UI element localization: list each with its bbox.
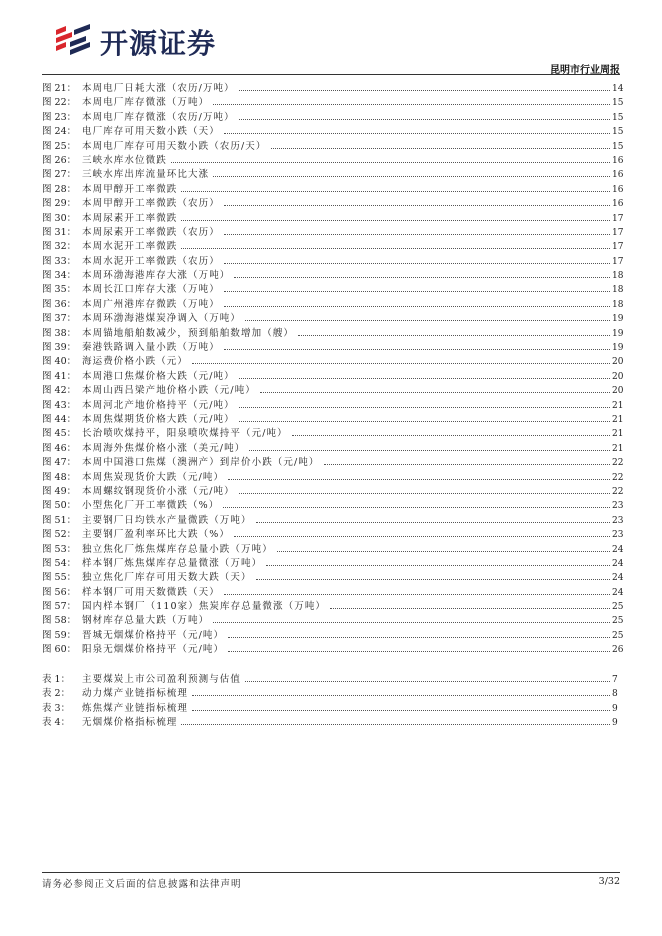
figure-entry[interactable]: [42, 96, 624, 110]
figure-entry-title: 本周电厂库存可用天数小跌（农历/天）: [82, 140, 267, 152]
leader-dots: [192, 710, 610, 711]
figure-entry[interactable]: [42, 197, 624, 211]
leader-dots: [234, 277, 610, 278]
logo-text: 开源证券: [100, 27, 217, 60]
figure-entry-label: 图 39：: [42, 342, 77, 354]
figure-entry-label: 图 41：: [42, 370, 77, 382]
figure-entry-page: 23: [612, 515, 624, 526]
figure-entry-label: 图 52：: [42, 529, 77, 541]
page-number: 3/32: [598, 876, 620, 887]
figure-entry-label: 图 40：: [42, 356, 77, 368]
figure-entry-label: 图 58：: [42, 615, 77, 627]
leader-dots: [181, 191, 610, 192]
leader-dots: [298, 335, 610, 336]
figure-entry-label: 图 30：: [42, 212, 77, 224]
leader-dots: [330, 608, 610, 609]
figure-entry-title: 本周水泥开工率微跌: [82, 241, 178, 253]
figure-entry-title: 本周长江口库存大涨（万吨）: [82, 284, 220, 296]
figure-entry-title: 本周焦煤期货价格大跌（元/吨）: [82, 413, 235, 425]
leader-dots: [224, 306, 610, 307]
table-entry[interactable]: [42, 702, 616, 716]
figure-entry-label: 图 32：: [42, 241, 77, 253]
figure-entry[interactable]: [42, 111, 624, 125]
figure-entry-page: 22: [612, 486, 624, 497]
figure-entry-title: 秦港铁路调入量小跌（万吨）: [82, 342, 220, 354]
figure-entry-label: 图 60：: [42, 644, 77, 656]
figure-entry-page: 21: [612, 429, 624, 440]
figure-entry-label: 图 43：: [42, 399, 77, 411]
leader-dots: [224, 133, 610, 134]
figure-entry-label: 图 53：: [42, 543, 77, 555]
figure-entry-title: 独立焦化厂炼焦煤库存总量小跌（万吨）: [82, 543, 273, 555]
figure-entry-title: 主要钢厂盈利率环比大跌（%）: [82, 529, 230, 541]
figure-entry-label: 图 37：: [42, 313, 77, 325]
figure-entry-label: 图 46：: [42, 442, 77, 454]
figure-entry-page: 20: [612, 386, 624, 397]
figure-entry-page: 21: [612, 400, 624, 411]
figure-entry[interactable]: [42, 269, 624, 283]
figure-entry-page: 17: [612, 256, 624, 267]
footer-disclaimer: 请务必参阅正文后面的信息披露和法律声明: [42, 879, 242, 890]
leader-dots: [239, 407, 610, 408]
figure-entry-title: 本周电厂库存微涨（农历/万吨）: [82, 111, 235, 123]
figure-entry[interactable]: [42, 226, 624, 240]
figure-entry-page: 16: [612, 155, 624, 166]
figure-entry-title: 本周中国港口焦煤（澳洲产）到岸价小跌（元/吨）: [82, 457, 320, 469]
table-entry-title: 无烟煤价格指标梳理: [82, 717, 178, 729]
figure-entry-title: 样本钢厂可用天数微跌（天）: [82, 586, 220, 598]
figure-entry-page: 24: [612, 558, 624, 569]
figure-entry-page: 20: [612, 371, 624, 382]
figure-entry[interactable]: [42, 643, 624, 657]
figure-entry-label: 图 23：: [42, 111, 77, 123]
figure-entry-page: 17: [612, 242, 624, 253]
figure-entry-page: 22: [612, 472, 624, 483]
leader-dots: [223, 507, 610, 508]
figure-entry[interactable]: [42, 586, 624, 600]
figure-entry-label: 图 50：: [42, 500, 77, 512]
figure-entry[interactable]: [42, 528, 624, 542]
leader-dots: [228, 479, 610, 480]
table-entry[interactable]: [42, 716, 616, 730]
leader-dots: [245, 320, 610, 321]
figure-entry-label: 图 48：: [42, 471, 77, 483]
figure-entry[interactable]: [42, 557, 624, 571]
figure-entry[interactable]: [42, 283, 624, 297]
figure-entry[interactable]: [42, 427, 624, 441]
figure-entry-label: 图 31：: [42, 226, 77, 238]
leader-dots: [249, 450, 610, 451]
figure-entry-title: 本周港口焦煤价格大跌（元/吨）: [82, 370, 235, 382]
figure-entry[interactable]: [42, 629, 624, 643]
leader-dots: [228, 651, 610, 652]
figure-entry[interactable]: [42, 240, 624, 254]
figure-entry-label: 图 45：: [42, 428, 77, 440]
figure-entry-title: 本周海外焦煤价格小涨（美元/吨）: [82, 442, 246, 454]
report-title: 昆明市行业周报: [550, 65, 620, 76]
figure-entry-title: 本周河北产地价格持平（元/吨）: [82, 399, 235, 411]
leader-dots: [181, 248, 610, 249]
figure-entry-label: 图 44：: [42, 413, 77, 425]
leader-dots: [224, 234, 610, 235]
table-entry-title: 主要煤炭上市公司盈利预测与估值: [82, 674, 242, 685]
leader-dots: [271, 148, 610, 149]
leader-dots: [171, 162, 610, 163]
figure-entry[interactable]: [42, 212, 624, 226]
leader-dots: [239, 493, 610, 494]
header-divider: [42, 74, 620, 75]
figure-entry-label: 图 21：: [42, 83, 77, 94]
table-entry-label: 表 3：: [42, 702, 71, 714]
leader-dots: [224, 594, 610, 595]
figure-entry-page: 14: [612, 84, 624, 94]
figure-entry-title: 三峡水库出库流量环比大涨: [82, 169, 210, 181]
figure-entry[interactable]: [42, 571, 624, 585]
figure-entry-page: 16: [612, 184, 624, 195]
table-entry-title: 炼焦煤产业链指标梳理: [82, 702, 189, 714]
figure-entry-title: 本周尿素开工率微跌: [82, 212, 178, 224]
figure-entry-title: 本周尿素开工率微跌（农历）: [82, 226, 220, 238]
figure-entry-page: 18: [612, 285, 624, 296]
figure-entry[interactable]: [42, 298, 624, 312]
leader-dots: [213, 104, 610, 105]
figure-entry-page: 25: [612, 616, 624, 627]
figure-entry-page: 15: [612, 141, 624, 152]
figure-entry-page: 23: [612, 530, 624, 541]
figure-entry-title: 本周电厂日耗大涨（农历/万吨）: [82, 83, 235, 94]
figure-entry-label: 图 27：: [42, 169, 77, 181]
figure-entry-label: 图 29：: [42, 198, 77, 210]
figure-entry-title: 海运费价格小跌（元）: [82, 356, 189, 368]
figure-entry-title: 电厂库存可用天数小跌（天）: [82, 126, 220, 138]
table-list: [42, 673, 616, 731]
table-entry[interactable]: [42, 687, 616, 701]
figure-entry[interactable]: [42, 140, 624, 154]
figure-entry-page: 23: [612, 501, 624, 512]
figure-entry-page: 26: [612, 645, 624, 656]
figure-entry-page: 19: [612, 343, 624, 354]
figure-entry-title: 本周锚地船舶数减少，预到船舶数增加（艘）: [82, 327, 295, 339]
figure-entry[interactable]: [42, 399, 624, 413]
figure-entry[interactable]: [42, 514, 624, 528]
figure-entry[interactable]: [42, 183, 624, 197]
figure-entry-page: 17: [612, 213, 624, 224]
figure-entry-title: 长治喷吹煤持平，阳泉喷吹煤持平（元/吨）: [82, 428, 288, 440]
figure-entry-page: 21: [612, 414, 624, 425]
figure-entry[interactable]: [42, 485, 624, 499]
figure-entry[interactable]: [42, 413, 624, 427]
figure-entry-title: 本周水泥开工率微跌（农历）: [82, 255, 220, 267]
figure-entry-title: 晋城无烟煤价格持平（元/吨）: [82, 629, 225, 641]
figure-entry[interactable]: [42, 125, 624, 139]
figure-entry-label: 图 51：: [42, 514, 77, 526]
figure-entry-label: 图 55：: [42, 572, 77, 584]
figure-entry-title: 本周环渤海港库存大涨（万吨）: [82, 270, 231, 282]
figure-entry-label: 图 28：: [42, 183, 77, 195]
leader-dots: [213, 176, 610, 177]
figure-entry-page: 18: [612, 271, 624, 282]
figure-entry[interactable]: [42, 168, 624, 182]
table-entry-page: 7: [612, 675, 618, 685]
figure-entry-label: 图 42：: [42, 385, 77, 397]
company-logo: [52, 22, 216, 62]
leader-dots: [234, 536, 610, 537]
leader-dots: [239, 90, 610, 91]
leader-dots: [239, 378, 610, 379]
leader-dots: [260, 392, 610, 393]
leader-dots: [277, 551, 610, 552]
figure-entry-title: 主要钢厂日均铁水产量微跌（万吨）: [82, 514, 252, 526]
figure-entry[interactable]: [42, 327, 624, 341]
leader-dots: [245, 681, 610, 682]
table-entry-page: 8: [612, 689, 618, 700]
logo-mark-icon: [52, 22, 94, 62]
figure-entry-title: 样本钢厂炼焦煤库存总量微涨（万吨）: [82, 557, 263, 569]
figure-entry-label: 图 24：: [42, 126, 77, 138]
leader-dots: [239, 119, 610, 120]
figure-entry-label: 图 36：: [42, 298, 77, 310]
figure-entry[interactable]: [42, 456, 624, 470]
figure-entry-page: 19: [612, 314, 624, 325]
figure-entry-page: 24: [612, 544, 624, 555]
table-entry-page: 9: [612, 718, 618, 729]
figure-entry-label: 图 22：: [42, 97, 77, 109]
leader-dots: [192, 363, 610, 364]
figure-entry[interactable]: [42, 312, 624, 326]
figure-entry-title: 本周电厂库存微涨（万吨）: [82, 97, 210, 109]
figure-entry-page: 15: [612, 112, 624, 123]
figure-entry-title: 本周甲醇开工率微跌（农历）: [82, 198, 220, 210]
figure-entry-title: 本周环渤海港煤炭净调入（万吨）: [82, 313, 242, 325]
figure-entry[interactable]: [42, 384, 624, 398]
leader-dots: [213, 622, 610, 623]
figure-entry-label: 图 33：: [42, 255, 77, 267]
figure-entry-title: 阳泉无烟煤价格持平（元/吨）: [82, 644, 225, 656]
table-entry-title: 动力煤产业链指标梳理: [82, 688, 189, 700]
figure-entry-page: 15: [612, 98, 624, 109]
figure-entry-title: 小型焦化厂开工率微跌（%）: [82, 500, 220, 512]
table-entry-page: 9: [612, 703, 618, 714]
figure-entry-label: 图 35：: [42, 284, 77, 296]
figure-entry-page: 15: [612, 127, 624, 138]
figure-entry-page: 20: [612, 357, 624, 368]
figure-entry[interactable]: [42, 341, 624, 355]
figure-entry-page: 22: [612, 458, 624, 469]
figure-list: [42, 82, 624, 658]
leader-dots: [181, 724, 610, 725]
leader-dots: [192, 695, 610, 696]
leader-dots: [228, 637, 610, 638]
leader-dots: [181, 220, 610, 221]
leader-dots: [224, 263, 610, 264]
leader-dots: [256, 579, 610, 580]
figure-entry-page: 25: [612, 630, 624, 641]
figure-entry-page: 21: [612, 443, 624, 454]
figure-entry-title: 本周山西吕梁产地价格小跌（元/吨）: [82, 385, 256, 397]
leader-dots: [224, 205, 610, 206]
figure-entry[interactable]: [42, 543, 624, 557]
figure-entry-label: 图 38：: [42, 327, 77, 339]
figure-entry-title: 本周螺纹钢现货价小涨（元/吨）: [82, 485, 235, 497]
figure-entry-label: 图 54：: [42, 557, 77, 569]
figure-entry-title: 钢材库存总量大跌（万吨）: [82, 615, 210, 627]
figure-entry-page: 17: [612, 227, 624, 238]
figure-entry[interactable]: [42, 600, 624, 614]
leader-dots: [224, 291, 610, 292]
leader-dots: [256, 522, 610, 523]
figure-entry-title: 独立焦化厂库存可用天数大跌（天）: [82, 572, 252, 584]
figure-entry-page: 24: [612, 587, 624, 598]
footer-divider: [42, 872, 620, 873]
figure-entry-label: 图 49：: [42, 485, 77, 497]
leader-dots: [224, 349, 610, 350]
table-entry-label: 表 1：: [42, 674, 71, 685]
leader-dots: [239, 421, 610, 422]
figure-entry[interactable]: [42, 355, 624, 369]
figure-entry-label: 图 56：: [42, 586, 77, 598]
figure-entry[interactable]: [42, 82, 624, 96]
table-entry-label: 表 2：: [42, 688, 71, 700]
figure-entry-title: 三峡水库水位微跌: [82, 154, 167, 166]
figure-entry[interactable]: [42, 154, 624, 168]
figure-entry-label: 图 59：: [42, 629, 77, 641]
figure-entry[interactable]: [42, 442, 624, 456]
figure-entry-label: 图 47：: [42, 457, 77, 469]
figure-entry-title: 国内样本钢厂（110家）焦炭库存总量微涨（万吨）: [82, 601, 327, 613]
figure-entry[interactable]: [42, 370, 624, 384]
figure-entry-label: 图 25：: [42, 140, 77, 152]
figure-entry-page: 19: [612, 328, 624, 339]
leader-dots: [292, 435, 610, 436]
figure-entry[interactable]: [42, 499, 624, 513]
figure-entry-page: 16: [612, 199, 624, 210]
leader-dots: [266, 565, 610, 566]
figure-entry-page: 18: [612, 299, 624, 310]
figure-entry-label: 图 34：: [42, 270, 77, 282]
figure-entry-page: 25: [612, 602, 624, 613]
figure-entry-title: 本周甲醇开工率微跌: [82, 183, 178, 195]
figure-entry-page: 24: [612, 573, 624, 584]
leader-dots: [324, 464, 610, 465]
figure-entry-title: 本周焦炭现货价大跌（元/吨）: [82, 471, 225, 483]
figure-entry-title: 本周广州港库存微跌（万吨）: [82, 298, 220, 310]
figure-entry-label: 图 26：: [42, 154, 77, 166]
figure-entry[interactable]: [42, 471, 624, 485]
table-entry-label: 表 4：: [42, 717, 71, 729]
figure-entry[interactable]: [42, 255, 624, 269]
table-entry[interactable]: [42, 673, 616, 687]
figure-entry-label: 图 57：: [42, 601, 77, 613]
figure-entry-page: 16: [612, 170, 624, 181]
figure-entry[interactable]: [42, 614, 624, 628]
